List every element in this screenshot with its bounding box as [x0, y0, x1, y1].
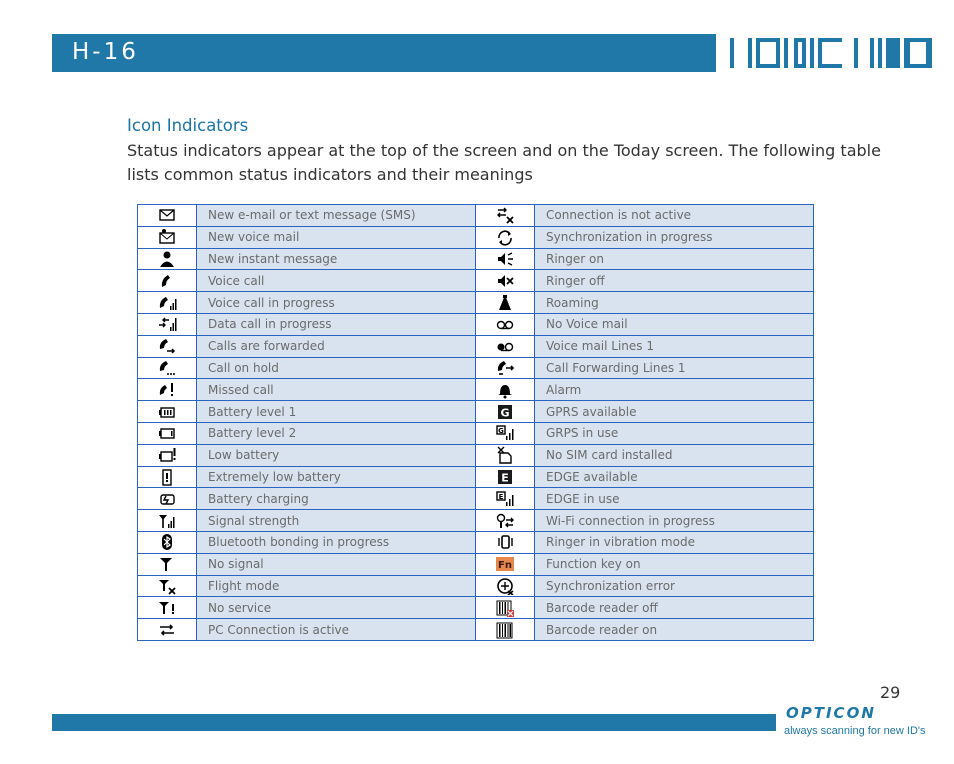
icon-cell	[138, 401, 197, 423]
icon-cell	[138, 248, 197, 270]
status-icon-table	[137, 204, 814, 641]
icon-cell	[138, 510, 197, 532]
meaning-cell: EDGE available	[535, 466, 814, 488]
meaning-cell: Battery charging	[197, 488, 476, 510]
battery-charging-icon	[157, 490, 177, 508]
meaning-cell: Extremely low battery	[197, 466, 476, 488]
table-row	[138, 597, 814, 619]
icon-cell	[476, 488, 535, 510]
icon-cell	[138, 357, 197, 379]
meaning-cell: Wi-Fi connection in progress	[535, 510, 814, 532]
meaning-cell: Ringer on	[535, 248, 814, 270]
meaning-cell: Connection is not active	[535, 205, 814, 227]
table-row	[138, 531, 814, 553]
fn-key-icon	[495, 555, 515, 573]
icon-cell	[476, 335, 535, 357]
meaning-cell: Ringer off	[535, 270, 814, 292]
meaning-cell: GRPS in use	[535, 422, 814, 444]
no-voicemail-icon	[495, 315, 515, 333]
icon-cell	[138, 270, 197, 292]
icon-cell	[476, 248, 535, 270]
meaning-cell: No signal	[197, 553, 476, 575]
meaning-cell: New e-mail or text message (SMS)	[197, 205, 476, 227]
svg-text:Fn: Fn	[498, 560, 512, 572]
meaning-cell: Roaming	[535, 292, 814, 314]
icon-cell	[138, 488, 197, 510]
table-row	[138, 444, 814, 466]
sync-icon	[495, 228, 515, 246]
icon-cell	[476, 510, 535, 532]
speaker-on-icon	[495, 250, 515, 268]
no-signal-icon	[157, 555, 177, 573]
envelope-icon	[157, 206, 177, 224]
table-row	[138, 313, 814, 335]
signal-strength-icon	[157, 512, 177, 530]
data-call-icon	[157, 315, 177, 333]
gprs-in-use-icon	[495, 424, 515, 442]
roaming-icon	[495, 294, 515, 312]
meaning-cell: No Voice mail	[535, 313, 814, 335]
table-row	[138, 379, 814, 401]
meaning-cell: Battery level 2	[197, 422, 476, 444]
icon-cell	[476, 575, 535, 597]
table-row	[138, 248, 814, 270]
icon-cell	[476, 205, 535, 227]
meaning-cell: PC Connection is active	[197, 619, 476, 641]
svg-text:G: G	[500, 406, 510, 420]
icon-cell	[476, 597, 535, 619]
icon-cell	[476, 379, 535, 401]
meaning-cell: No SIM card installed	[535, 444, 814, 466]
barcode-logo	[726, 34, 936, 72]
icon-cell	[138, 466, 197, 488]
table-row	[138, 575, 814, 597]
meaning-cell: Flight mode	[197, 575, 476, 597]
meaning-cell: Alarm	[535, 379, 814, 401]
meaning-cell: Voice call	[197, 270, 476, 292]
meaning-cell: New voice mail	[197, 226, 476, 248]
table-row	[138, 422, 814, 444]
icon-cell	[138, 619, 197, 641]
icon-cell	[476, 553, 535, 575]
barcode-on-icon	[495, 621, 515, 639]
meaning-cell: Barcode reader on	[535, 619, 814, 641]
pc-connection-icon	[157, 621, 177, 639]
meaning-cell: EDGE in use	[535, 488, 814, 510]
meaning-cell: New instant message	[197, 248, 476, 270]
section-heading: Icon Indicators	[127, 116, 249, 135]
icon-cell	[138, 226, 197, 248]
edge-in-use-icon	[495, 490, 515, 508]
meaning-cell: Missed call	[197, 379, 476, 401]
icon-cell	[476, 401, 535, 423]
svg-text:E: E	[501, 471, 509, 485]
icon-cell	[138, 553, 197, 575]
meaning-cell: Call Forwarding Lines 1	[535, 357, 814, 379]
icon-cell	[138, 444, 197, 466]
meaning-cell: Call on hold	[197, 357, 476, 379]
bell-icon	[495, 381, 515, 399]
table-row	[138, 357, 814, 379]
bluetooth-icon	[157, 533, 177, 551]
no-service-icon	[157, 599, 177, 617]
header-bar	[52, 34, 716, 72]
table-row	[138, 466, 814, 488]
battery-level2-icon	[157, 424, 177, 442]
sync-error-icon	[495, 577, 515, 595]
meaning-cell: Data call in progress	[197, 313, 476, 335]
barcode-off-icon	[495, 599, 515, 617]
meaning-cell: GPRS available	[535, 401, 814, 423]
connection-inactive-icon	[495, 206, 515, 224]
icon-cell	[476, 313, 535, 335]
meaning-cell: Function key on	[535, 553, 814, 575]
meaning-cell: Ringer in vibration mode	[535, 531, 814, 553]
icon-cell	[138, 313, 197, 335]
icon-cell	[476, 292, 535, 314]
svg-text:G: G	[498, 427, 504, 436]
icon-cell	[138, 597, 197, 619]
table-row	[138, 401, 814, 423]
icon-cell	[476, 357, 535, 379]
table-row	[138, 335, 814, 357]
table-row	[138, 619, 814, 641]
svg-text:E: E	[498, 492, 504, 501]
no-sim-icon	[495, 446, 515, 464]
table-row	[138, 226, 814, 248]
meaning-cell: Synchronization in progress	[535, 226, 814, 248]
meaning-cell: Bluetooth bonding in progress	[197, 531, 476, 553]
icon-cell	[138, 335, 197, 357]
meaning-cell: No service	[197, 597, 476, 619]
battery-low-icon	[157, 446, 177, 464]
page-number: 29	[880, 683, 901, 702]
table-row	[138, 510, 814, 532]
icon-cell	[476, 226, 535, 248]
gprs-icon	[495, 403, 515, 421]
meaning-cell: Battery level 1	[197, 401, 476, 423]
voicemail-envelope-icon	[157, 228, 177, 246]
voicemail-line-icon	[495, 337, 515, 355]
icon-cell	[476, 466, 535, 488]
meaning-cell: Voice call in progress	[197, 292, 476, 314]
icon-cell	[476, 422, 535, 444]
meaning-cell: Synchronization error	[535, 575, 814, 597]
icon-cell	[476, 270, 535, 292]
table-row	[138, 488, 814, 510]
icon-cell	[138, 575, 197, 597]
call-hold-icon	[157, 359, 177, 377]
table-row	[138, 553, 814, 575]
meaning-cell: Signal strength	[197, 510, 476, 532]
meaning-cell: Barcode reader off	[535, 597, 814, 619]
meaning-cell: Voice mail Lines 1	[535, 335, 814, 357]
document-title: H-16	[72, 39, 139, 65]
icon-cell	[476, 444, 535, 466]
wifi-connecting-icon	[495, 512, 515, 530]
table-row	[138, 205, 814, 227]
edge-icon	[495, 468, 515, 486]
icon-cell	[138, 422, 197, 444]
icon-cell	[138, 205, 197, 227]
missed-call-icon	[157, 381, 177, 399]
icon-cell	[476, 619, 535, 641]
battery-extremely-low-icon	[157, 468, 177, 486]
brand-logo: OPTICON	[786, 704, 876, 722]
phone-signal-icon	[157, 294, 177, 312]
icon-cell	[138, 531, 197, 553]
icon-cell	[476, 531, 535, 553]
footer-bar	[52, 714, 776, 731]
intro-paragraph: Status indicators appear at the top of the screen and on the Today screen. The following table lists common status indicators and their meanings	[127, 141, 881, 184]
table-row	[138, 292, 814, 314]
battery-level1-icon	[157, 403, 177, 421]
flight-mode-icon	[157, 577, 177, 595]
table-row	[138, 270, 814, 292]
phone-icon	[157, 272, 177, 290]
vibrate-icon	[495, 533, 515, 551]
meaning-cell: Calls are forwarded	[197, 335, 476, 357]
speaker-off-icon	[495, 272, 515, 290]
icon-cell	[138, 379, 197, 401]
icon-cell	[138, 292, 197, 314]
meaning-cell: Low battery	[197, 444, 476, 466]
person-icon	[157, 250, 177, 268]
call-forward-icon	[157, 337, 177, 355]
call-forward-line-icon	[495, 359, 515, 377]
brand-tagline: always scanning for new ID's	[784, 725, 926, 737]
